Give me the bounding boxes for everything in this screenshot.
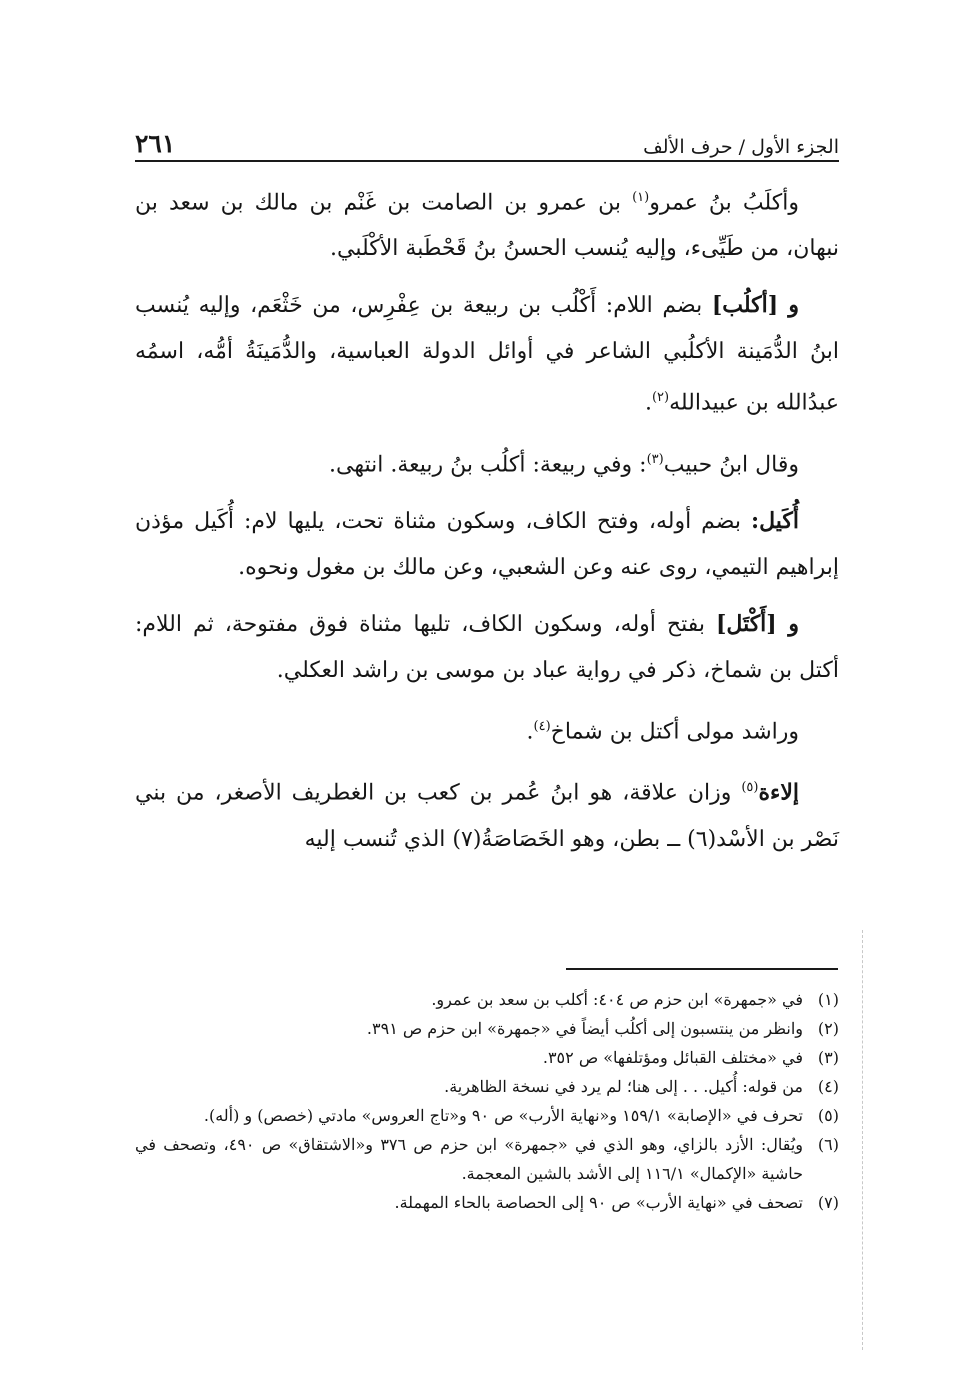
main-text bbox=[135, 175, 839, 873]
footnote-text: ويُقال: الأزد بالزاي، وهو الذي في «جمهرة» ابن حزم ص ٣٧٦ و«الاشتقاق» ص ٤٩٠، وتصحف في حاشية «الإكمال» ١١٦/١ إلى الأشد بالشين المعجمة. bbox=[135, 1135, 804, 1183]
footnote-ref[interactable]: (١) bbox=[632, 190, 650, 205]
paragraph-text: وقال ابنُ حبيب bbox=[663, 451, 799, 477]
footnote-text: في «مختلف القبائل ومؤتلفها» ص ٣٥٢. bbox=[542, 1048, 803, 1067]
entry-heading: أُكَيل: bbox=[750, 507, 799, 534]
footnote bbox=[135, 1130, 839, 1188]
header-rule bbox=[135, 160, 839, 162]
paragraph-text: بضم اللام: أَكْلُب بن ربيعة بن عِفْرِس، من خَثْعَم، وإليه يُنسب ابنُ الدُّمَينة الأكلُبي الشاعر في أوائل الدولة العباسية، والدُّمَينَةُ أمُّه، اسمُه عبدُالله بن عبيدالله bbox=[135, 293, 839, 416]
footnote-number: (٤) bbox=[817, 1077, 839, 1096]
paragraph-text: وزان علاقة، هو ابنُ عُمر بن كعب بن الغطريف الأصغر، من بني نَصْر بن الأسْد(٦) ــ بطن، وهو الخَصَاصَةُ(٧) الذي تُنسب إليه bbox=[135, 780, 839, 852]
footnote-text: تحرف في «الإصابة» ١٥٩/١ و«نهاية الأرب» ص ٩٠ و«تاج العروس» مادتي (خصص) و (أله). bbox=[203, 1106, 803, 1125]
paragraph-text: . bbox=[644, 390, 652, 416]
footnote bbox=[135, 1043, 839, 1072]
paragraph-text: . bbox=[526, 719, 534, 745]
paragraph bbox=[135, 601, 839, 694]
footnote bbox=[135, 985, 839, 1014]
paragraph bbox=[135, 765, 839, 862]
paragraph bbox=[135, 437, 839, 488]
paragraph-text: : وفي ربيعة: أكلُب بنُ ربيعة. انتهى. bbox=[329, 451, 647, 477]
paragraph bbox=[135, 498, 839, 591]
paragraph bbox=[135, 704, 839, 755]
footnote bbox=[135, 1072, 839, 1101]
paragraph-text: بفتح أوله، وسكون الكاف، تليها مثناة فوق مفتوحة، ثم اللام: أكتل بن شماخ، ذكر في رواية عباد بن موسى بن راشد العكلي. bbox=[135, 611, 839, 683]
footnotes bbox=[135, 985, 839, 1217]
footnote-number: (٦) bbox=[817, 1135, 839, 1154]
footnote-ref[interactable]: (٤) bbox=[533, 718, 551, 734]
entry-heading: و [أكلُب] bbox=[711, 292, 799, 319]
paragraph-text: وراشد مولى أكتل بن شماخ bbox=[550, 719, 799, 745]
footnote bbox=[135, 1101, 839, 1130]
footnote-number: (٥) bbox=[817, 1106, 839, 1125]
entry-heading: و [أَكْتَل] bbox=[716, 610, 799, 637]
footnote-ref[interactable]: (٢) bbox=[651, 390, 670, 406]
footnote-number: (١) bbox=[817, 990, 839, 1009]
paragraph bbox=[135, 175, 839, 272]
footnote-number: (٢) bbox=[817, 1019, 839, 1038]
page-header bbox=[135, 126, 839, 158]
footnote bbox=[135, 1014, 839, 1043]
paragraph-text: بن عمرو بن الصامت بن غَنْم بن مالك بن سعد بن نبهان، من طَيِّىء، وإليه يُنسب الحسنُ بنُ قَحْطَبة الأكْلَبي. bbox=[135, 190, 839, 262]
footnote-text: تصحف في «نهاية الأرب» ص ٩٠ إلى الحصاصة بالحاء المهملة. bbox=[394, 1193, 803, 1212]
page-number: ٢٦١ bbox=[135, 129, 176, 158]
footnote-rule bbox=[566, 968, 838, 970]
footnote-text: وانظر من ينتسبون إلى أكلُب أيضاً في «جمهرة» ابن حزم ص ٣٩١. bbox=[366, 1019, 803, 1038]
scan-artifact-dots bbox=[862, 930, 867, 1350]
paragraph-text: وأكلَبُ بنُ عمرو bbox=[649, 190, 800, 216]
footnote bbox=[135, 1188, 839, 1217]
running-title: الجزء الأول / حرف الألف bbox=[643, 136, 839, 158]
footnote-ref[interactable]: (٣) bbox=[646, 451, 664, 467]
footnote-text: في «جمهرة» ابن حزم ص ٤٠٤: أكلب بن سعد بن عمرو. bbox=[431, 990, 803, 1009]
footnote-text: من قوله: أُكيل. . . إلى هنا؛ لم يرد في نسخة الظاهرية. bbox=[444, 1077, 803, 1096]
paragraph-text: بضم أوله، وفتح الكاف، وسكون مثناة تحت، يليها لام: أُكَيل مؤذن إبراهيم التيمي، روى عنه وعن الشعبي، وعن مالك بن مغول ونحوه. bbox=[135, 508, 839, 580]
footnote-ref[interactable]: (٥) bbox=[741, 780, 759, 796]
footnote-number: (٧) bbox=[817, 1193, 839, 1212]
paragraph bbox=[135, 282, 839, 426]
entry-heading: إلاءة bbox=[758, 779, 799, 806]
footnote-number: (٣) bbox=[817, 1048, 839, 1067]
